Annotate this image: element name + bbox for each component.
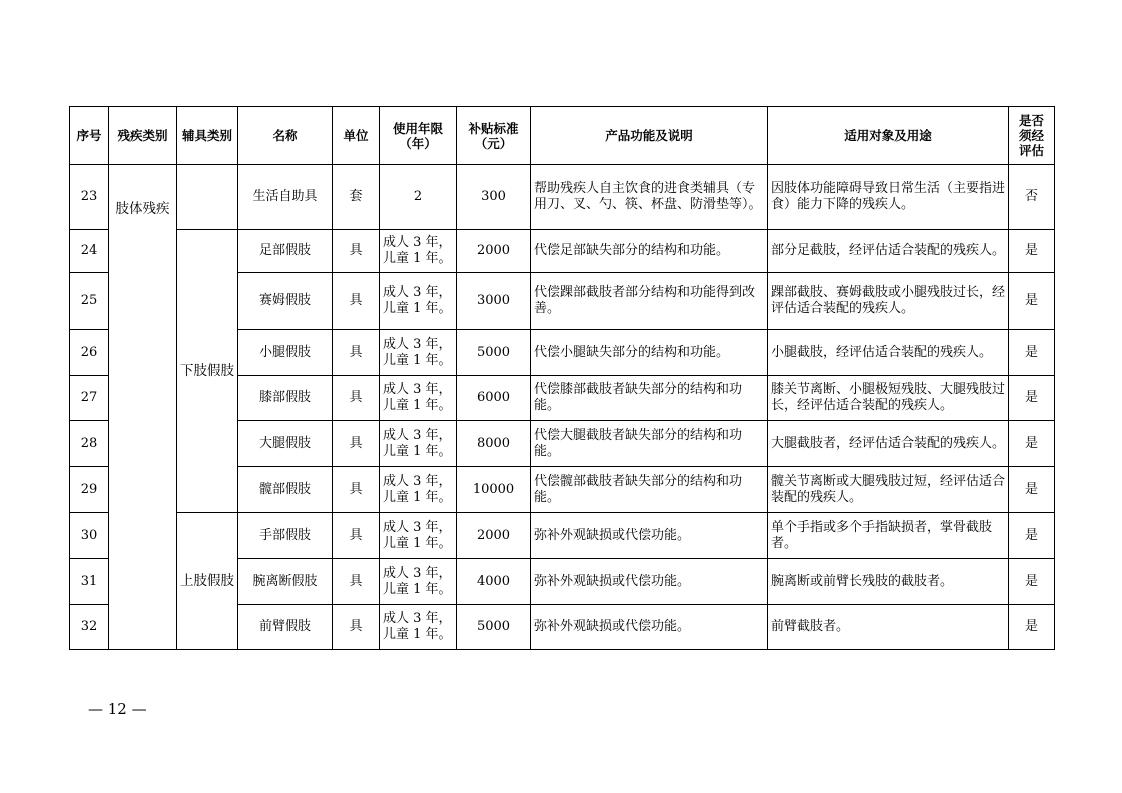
row-subsidy: 3000 (457, 273, 531, 330)
row-assess: 是 (1009, 376, 1055, 421)
aid-type-upper-prosthesis: 上肢假肢 (177, 513, 238, 650)
header-row (70, 107, 1055, 165)
header-target: 适用对象及用途 (768, 107, 1009, 165)
row-assess: 是 (1009, 513, 1055, 559)
header-name: 名称 (238, 107, 333, 165)
row-target: 大腿截肢者，经评估适合装配的残疾人。 (768, 421, 1009, 467)
row-subsidy: 5000 (457, 605, 531, 650)
disability-category-cell: 肢体残疾 (109, 165, 177, 650)
row-no: 30 (70, 513, 109, 559)
row-no: 32 (70, 605, 109, 650)
row-subsidy: 8000 (457, 421, 531, 467)
row-function: 代偿踝部截肢者部分结构和功能得到改善。 (531, 273, 768, 330)
row-target: 部分足截肢，经评估适合装配的残疾人。 (768, 230, 1009, 273)
row-assess: 是 (1009, 273, 1055, 330)
table-row (70, 165, 1055, 230)
row-years: 2 (380, 165, 457, 230)
row-name: 前臂假肢 (238, 605, 333, 650)
row-unit: 具 (333, 230, 380, 273)
row-no: 28 (70, 421, 109, 467)
row-unit: 具 (333, 605, 380, 650)
table-row (70, 230, 1055, 273)
row-target: 单个手指或多个手指缺损者，掌骨截肢者。 (768, 513, 1009, 559)
row-subsidy: 300 (457, 165, 531, 230)
aid-type-empty-cell (177, 165, 238, 230)
row-name: 赛姆假肢 (238, 273, 333, 330)
row-target: 前臂截肢者。 (768, 605, 1009, 650)
header-aid-type: 辅具类别 (177, 107, 238, 165)
header-years: 使用年限 （年） (380, 107, 457, 165)
row-target: 髋关节离断或大腿残肢过短，经评估适合装配的残疾人。 (768, 467, 1009, 513)
row-name: 手部假肢 (238, 513, 333, 559)
row-unit: 具 (333, 559, 380, 605)
row-years: 成人 3 年， 儿童 1 年。 (380, 467, 457, 513)
header-subsidy: 补贴标准 （元） (457, 107, 531, 165)
row-unit: 具 (333, 273, 380, 330)
row-years: 成人 3 年， 儿童 1 年。 (380, 230, 457, 273)
row-function: 代偿小腿缺失部分的结构和功能。 (531, 330, 768, 376)
header-unit: 单位 (333, 107, 380, 165)
row-years: 成人 3 年， 儿童 1 年。 (380, 330, 457, 376)
row-years: 成人 3 年， 儿童 1 年。 (380, 421, 457, 467)
row-function: 弥补外观缺损或代偿功能。 (531, 605, 768, 650)
row-years: 成人 3 年， 儿童 1 年。 (380, 559, 457, 605)
aid-type-lower-prosthesis: 下肢假肢 (177, 230, 238, 513)
row-subsidy: 5000 (457, 330, 531, 376)
row-function: 代偿大腿截肢者缺失部分的结构和功能。 (531, 421, 768, 467)
row-unit: 具 (333, 421, 380, 467)
row-unit: 具 (333, 513, 380, 559)
row-no: 26 (70, 330, 109, 376)
row-subsidy: 4000 (457, 559, 531, 605)
row-function: 弥补外观缺损或代偿功能。 (531, 513, 768, 559)
row-target: 小腿截肢，经评估适合装配的残疾人。 (768, 330, 1009, 376)
row-unit: 具 (333, 467, 380, 513)
row-name: 足部假肢 (238, 230, 333, 273)
row-assess: 否 (1009, 165, 1055, 230)
page-number: — 12 — (88, 700, 147, 718)
row-function: 代偿膝部截肢者缺失部分的结构和功能。 (531, 376, 768, 421)
row-function: 帮助残疾人自主饮食的进食类辅具（专用刀、叉、勺、筷、杯盘、防滑垫等）。 (531, 165, 768, 230)
row-no: 23 (70, 165, 109, 230)
row-years: 成人 3 年， 儿童 1 年。 (380, 273, 457, 330)
row-assess: 是 (1009, 330, 1055, 376)
row-years: 成人 3 年， 儿童 1 年。 (380, 605, 457, 650)
row-no: 27 (70, 376, 109, 421)
row-assess: 是 (1009, 559, 1055, 605)
row-no: 24 (70, 230, 109, 273)
row-years: 成人 3 年， 儿童 1 年。 (380, 513, 457, 559)
row-assess: 是 (1009, 421, 1055, 467)
header-disability: 残疾类别 (109, 107, 177, 165)
row-name: 大腿假肢 (238, 421, 333, 467)
header-assess: 是否 须经 评估 (1009, 107, 1055, 165)
row-name: 生活自助具 (238, 165, 333, 230)
row-function: 弥补外观缺损或代偿功能。 (531, 559, 768, 605)
row-assess: 是 (1009, 467, 1055, 513)
row-no: 29 (70, 467, 109, 513)
row-no: 25 (70, 273, 109, 330)
row-function: 代偿足部缺失部分的结构和功能。 (531, 230, 768, 273)
row-name: 膝部假肢 (238, 376, 333, 421)
row-target: 因肢体功能障碍导致日常生活（主要指进食）能力下降的残疾人。 (768, 165, 1009, 230)
row-name: 腕离断假肢 (238, 559, 333, 605)
subsidy-table (69, 106, 1055, 650)
row-subsidy: 2000 (457, 513, 531, 559)
row-assess: 是 (1009, 605, 1055, 650)
row-subsidy: 6000 (457, 376, 531, 421)
row-target: 膝关节离断、小腿极短残肢、大腿残肢过长，经评估适合装配的残疾人。 (768, 376, 1009, 421)
row-no: 31 (70, 559, 109, 605)
row-target: 腕离断或前臂长残肢的截肢者。 (768, 559, 1009, 605)
row-years: 成人 3 年， 儿童 1 年。 (380, 376, 457, 421)
row-subsidy: 10000 (457, 467, 531, 513)
row-function: 代偿髋部截肢者缺失部分的结构和功能。 (531, 467, 768, 513)
row-name: 小腿假肢 (238, 330, 333, 376)
row-target: 踝部截肢、赛姆截肢或小腿残肢过长，经评估适合装配的残疾人。 (768, 273, 1009, 330)
header-function: 产品功能及说明 (531, 107, 768, 165)
row-unit: 具 (333, 330, 380, 376)
row-name: 髋部假肢 (238, 467, 333, 513)
row-assess: 是 (1009, 230, 1055, 273)
table-row (70, 513, 1055, 559)
row-subsidy: 2000 (457, 230, 531, 273)
header-no: 序号 (70, 107, 109, 165)
row-unit: 具 (333, 376, 380, 421)
row-unit: 套 (333, 165, 380, 230)
